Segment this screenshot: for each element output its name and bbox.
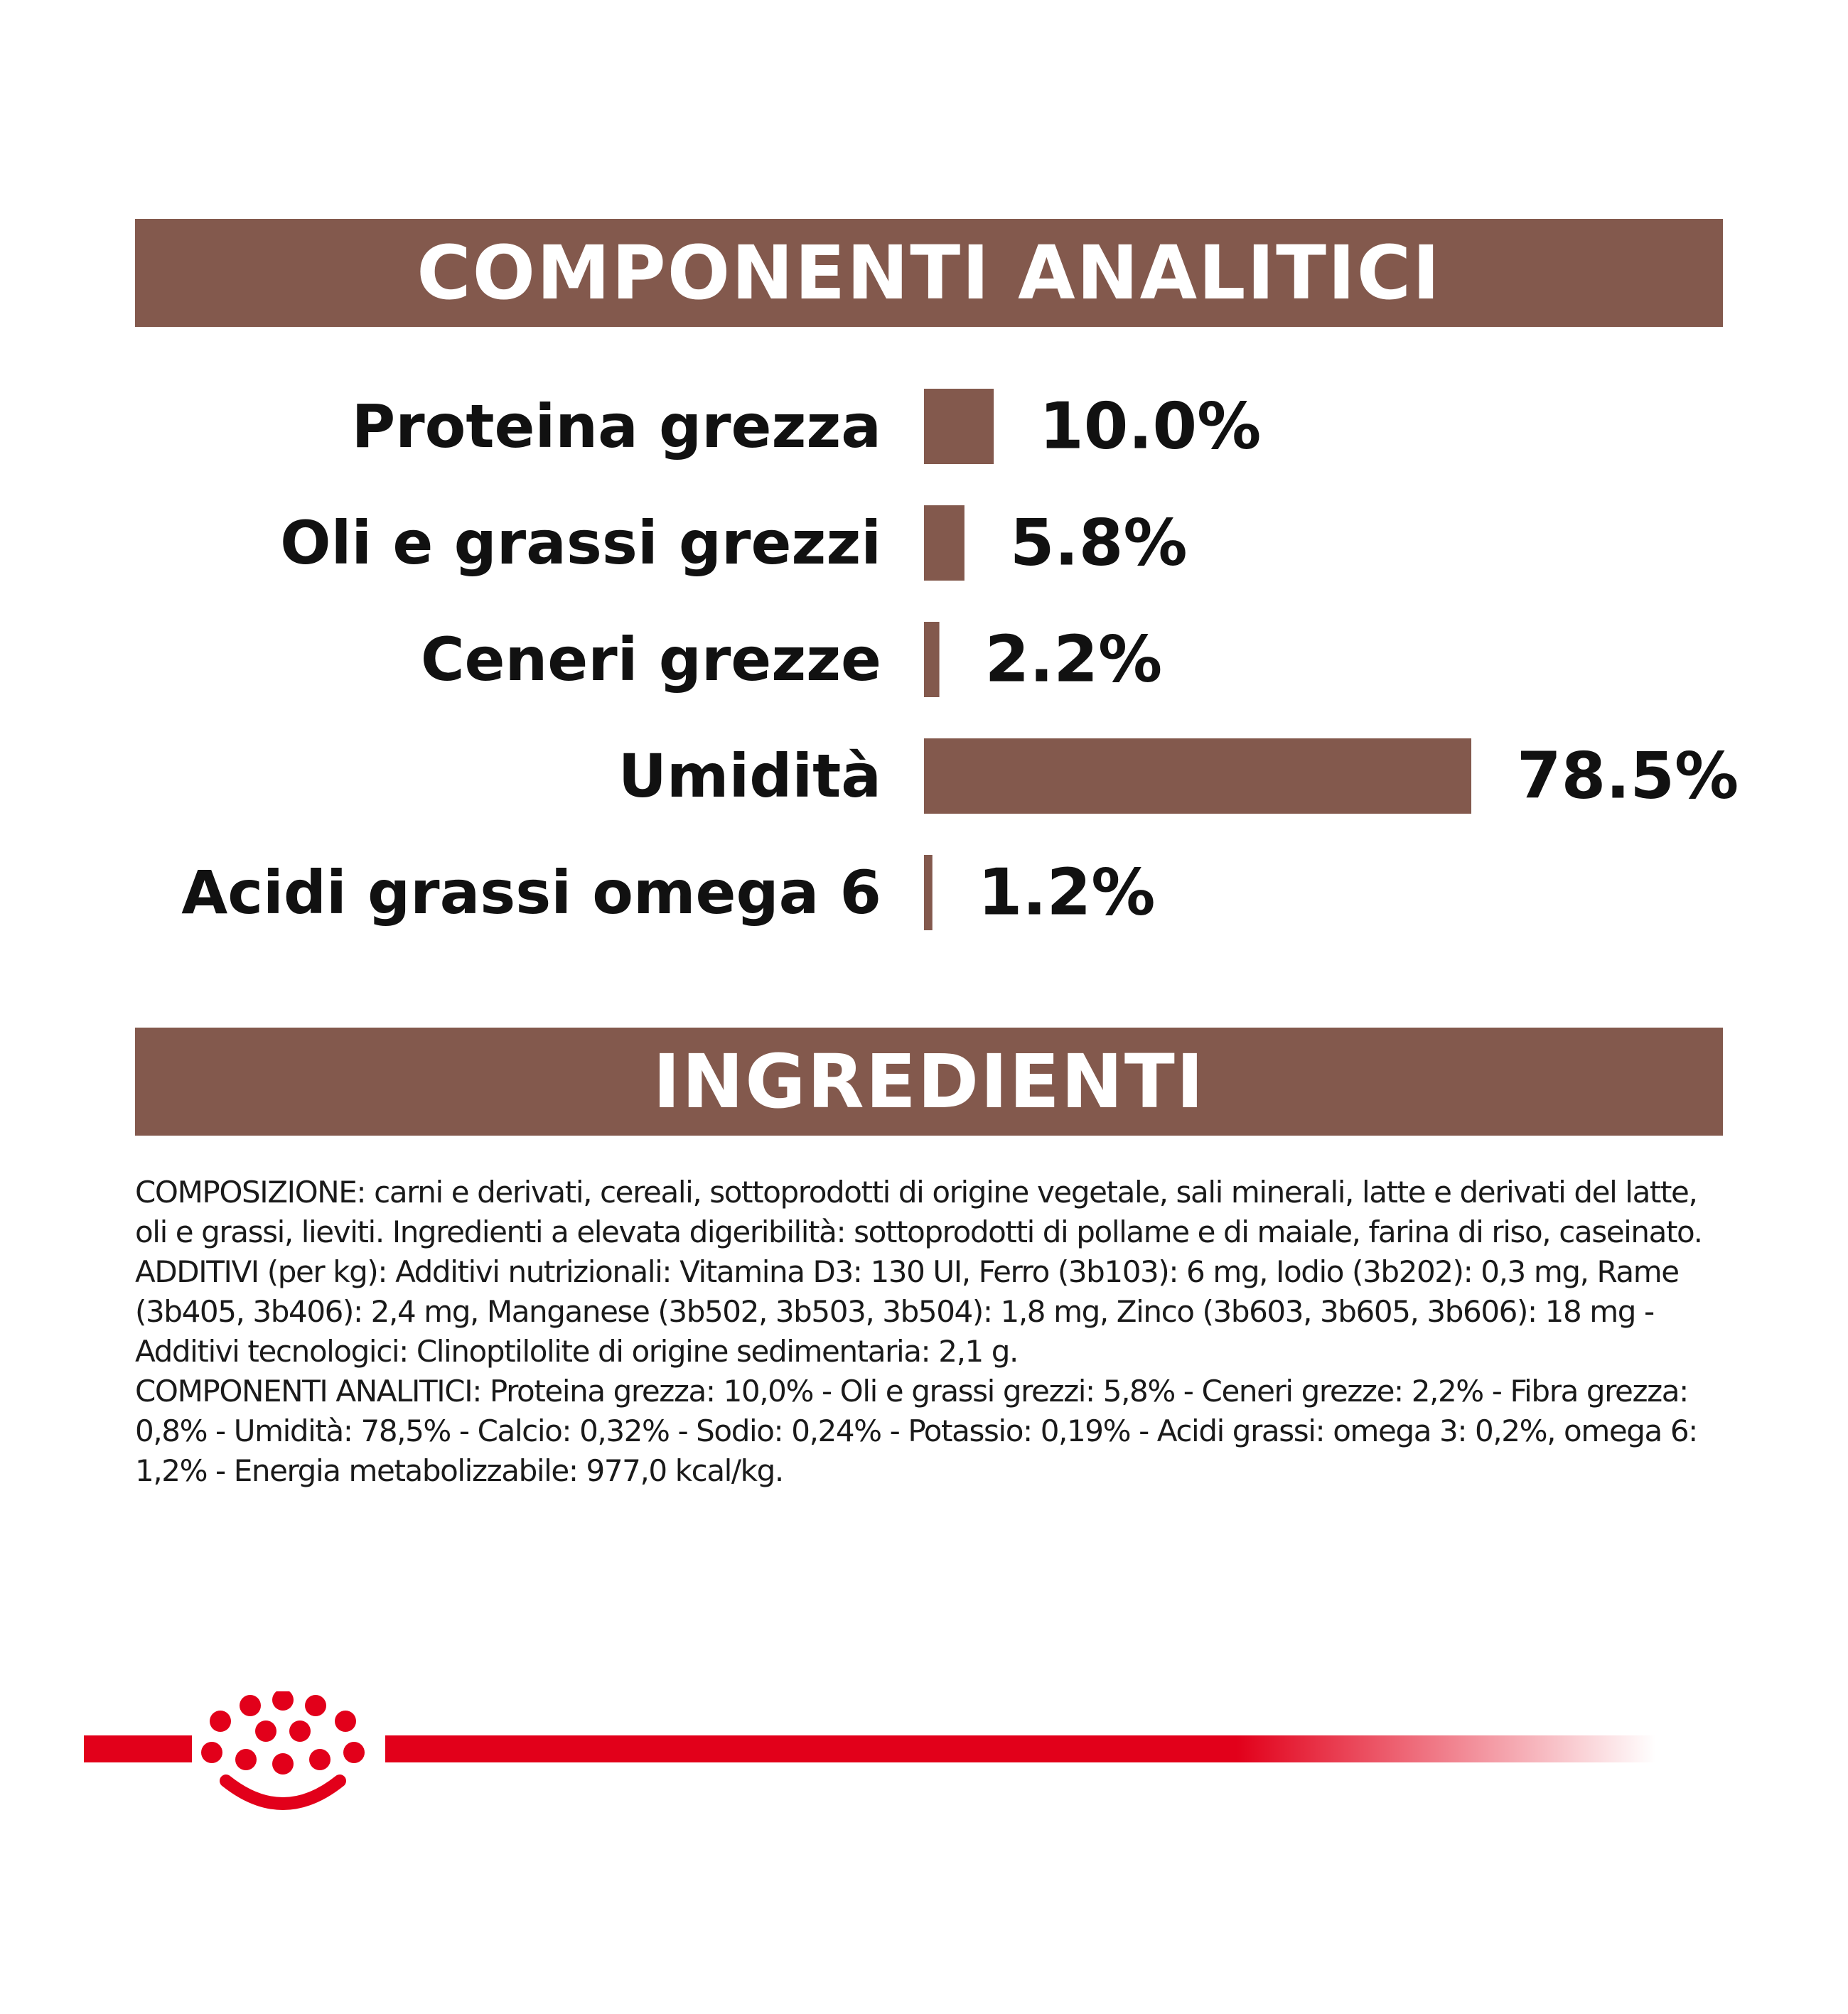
category-label: Ceneri grezze (420, 625, 881, 694)
ingredients-header (135, 1028, 1723, 1136)
ingredients-title: INGREDIENTI (652, 1038, 1205, 1125)
analytic-bar-chart (0, 0, 1848, 981)
category-label: Oli e grassi grezzi (280, 508, 881, 578)
value-label: 78.5% (1517, 738, 1739, 814)
value-label: 2.2% (984, 622, 1163, 697)
brand-line-left (84, 1735, 192, 1762)
value-label: 10.0% (1039, 389, 1262, 464)
bar (924, 389, 994, 464)
category-label: Umidità (618, 741, 881, 811)
composition-paragraph: COMPOSIZIONE: carni e derivati, cereali, sottoprodotti di origine vegetale, sali minerali, latte e derivati del latte, oli e grassi, lieviti. Ingredienti a elevata digeribilità: sottoprodotti di pollame e di maiale, farina di riso, caseinato. (135, 1175, 1702, 1249)
value-label: 5.8% (1009, 505, 1188, 581)
analytic-components-title: COMPONENTI ANALITICI (417, 230, 1441, 316)
ingredients-text (135, 1173, 1727, 1491)
bar (924, 855, 933, 930)
analytic-paragraph: COMPONENTI ANALITICI: Proteina grezza: 10,0% - Oli e grassi grezzi: 5,8% - Ceneri grezze: 2,2% - Fibra grezza: 0,8% - Umidità: 78,5% - Calcio: 0,32% - Sodio: 0,24% - Potassio: 0,19% - Acidi grassi: omega 3: 0,2%, omega 6: 1,2% - Energia metabolizzabile: 977,0 kcal/kg. (135, 1374, 1697, 1488)
additives-paragraph: ADDITIVI (per kg): Additivi nutrizionali: Vitamina D3: 130 UI, Ferro (3b103): 6 mg, Iodio (3b202): 0,3 mg, Rame (3b405, 3b406): 2,4 mg, Manganese (3b502, 3b503, 3b504): 1,8 mg, Zinco (3b603, 3b605, 3b606): 18 mg - Additivi tecnologici: Clinoptilolite di origine sedimentaria: 2,1 g. (135, 1254, 1679, 1369)
bar (924, 505, 965, 581)
brand-footer (0, 1691, 1848, 1819)
bar (924, 622, 940, 697)
crown-icon (201, 1691, 365, 1804)
value-label: 1.2% (977, 855, 1156, 930)
brand-line-right (385, 1735, 1656, 1762)
bar (924, 738, 1471, 814)
category-label: Proteina grezza (351, 392, 881, 461)
category-label: Acidi grassi omega 6 (181, 858, 881, 927)
